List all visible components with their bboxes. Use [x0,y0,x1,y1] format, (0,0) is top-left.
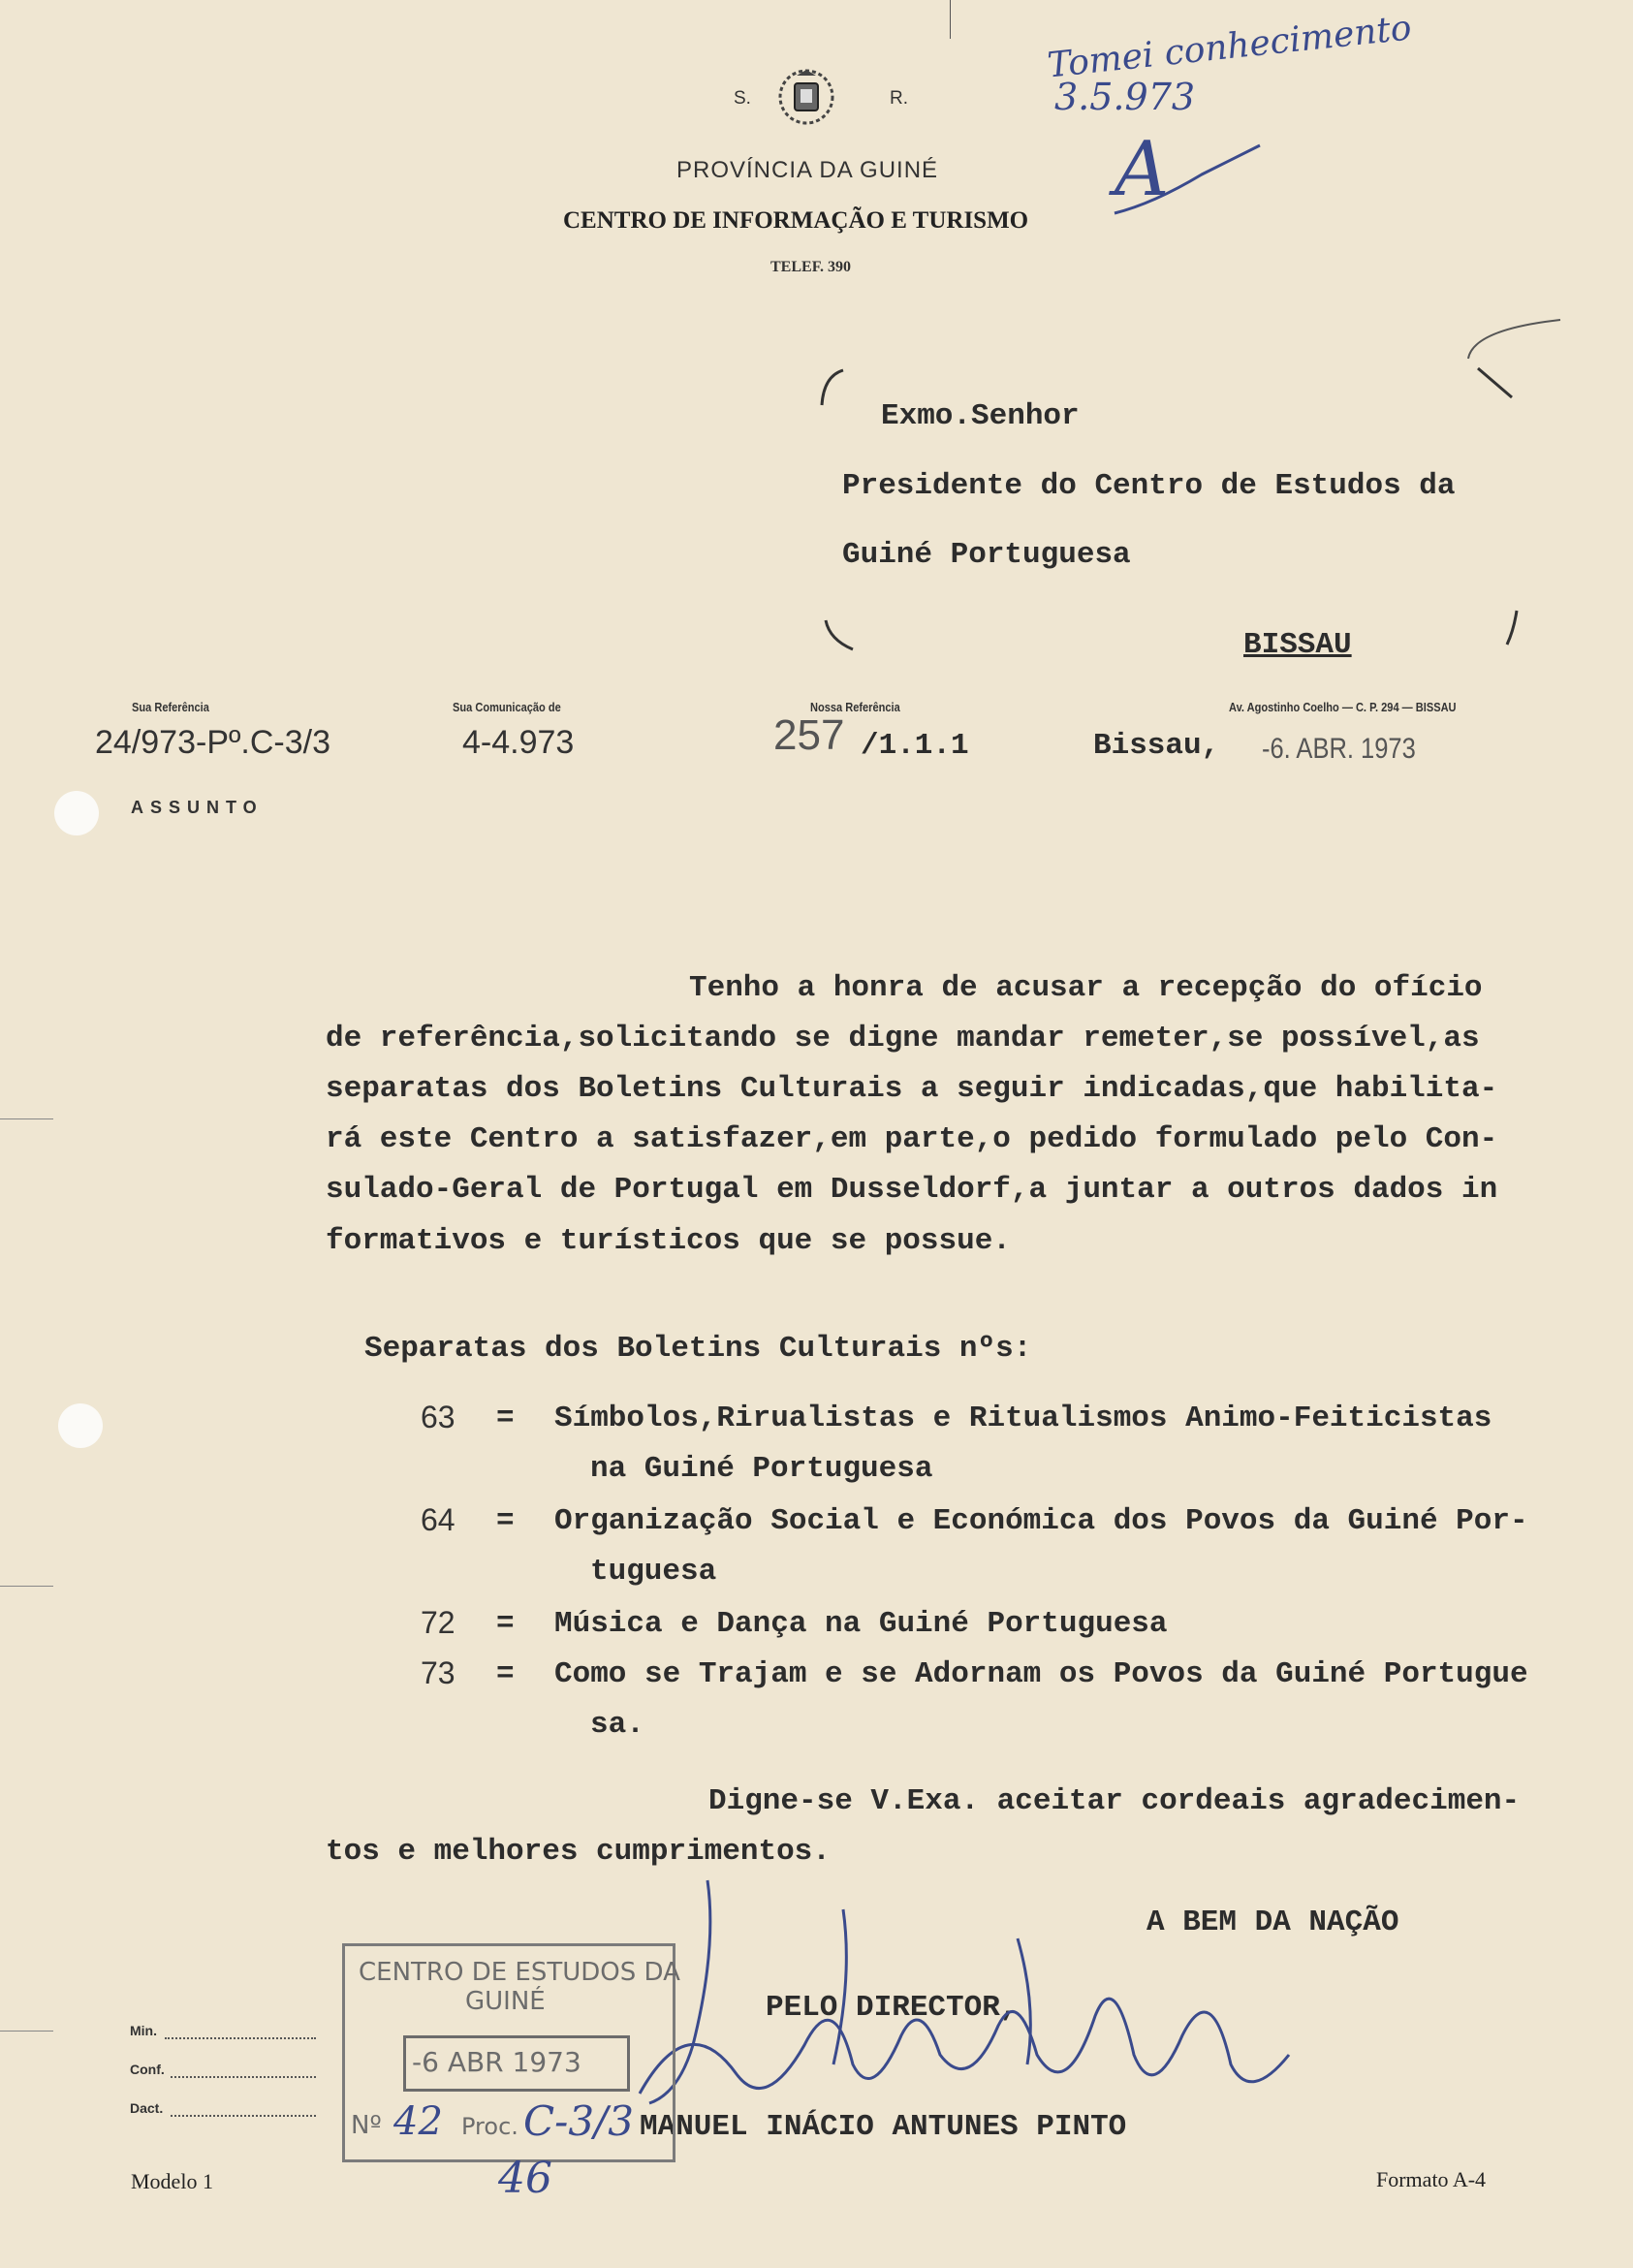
motto: A BEM DA NAÇÃO [1146,1906,1399,1939]
handwritten-initial: A [1115,126,1170,213]
item-title-cont: tuguesa [590,1555,717,1589]
conf-label: Conf. [130,2062,165,2077]
stamp-date: -6 ABR 1973 [412,2046,581,2078]
paragraph-line: rá este Centro a satisfazer,em parte,o pedido formulado pelo Con- [326,1122,1498,1156]
item-title: Como se Trajam e se Adornam os Povos da Guiné Portugue [554,1657,1528,1691]
receipt-stamp [342,1943,680,2162]
item-title: Música e Dança na Guiné Portuguesa [554,1607,1168,1641]
closing-line: Digne-se V.Exa. aceitar cordeais agradecimen- [708,1784,1521,1818]
coat-of-arms-icon [775,66,837,128]
handwritten-note: Tomei conhecimento [1045,8,1414,86]
recipient-city: BISSAU [1243,628,1352,662]
min-dotline [165,2037,316,2039]
stamp-subtitle: GUINÉ [465,1987,546,2016]
item-title: Organização Social e Económica dos Povos da Guiné Por- [554,1504,1528,1538]
stamp-proc-value: C-3/3 [523,2097,634,2145]
paragraph-line: separatas dos Boletins Culturais a seguir indicadas,que habilita- [326,1072,1498,1106]
stamp-extra-handwriting: 46 [498,2154,552,2203]
format-label: Formato A-4 [1376,2167,1487,2191]
edge-mark-3 [0,2031,53,2032]
your-reference-value: 24/973-Pº.C-3/3 [95,724,330,761]
punch-hole-bottom [58,1403,103,1448]
your-reference-label: Sua Referência [132,700,209,714]
phone-number: TELEF. 390 [770,259,851,275]
paragraph-line: de referência,solicitando se digne mandar remeter,se possível,as [326,1022,1480,1055]
our-reference-value: /1.1.1 [861,729,969,763]
stamp-no-label: Nº [351,2111,382,2140]
handwritten-date: 3.5.973 [1054,76,1196,118]
item-number: 64 [421,1502,455,1537]
item-equals: = [496,1402,515,1435]
subject-label: ASSUNTO [131,798,264,817]
signatory-name: MANUEL INÁCIO ANTUNES PINTO [640,2110,1127,2144]
s-letter: S. [734,88,751,109]
province-heading: PROVÍNCIA DA GUINÉ [676,157,939,183]
item-title-cont: na Guiné Portuguesa [590,1452,933,1486]
edge-mark-2 [0,1586,53,1587]
handwritten-signature [611,1871,1347,2161]
punch-hole-top [54,791,99,835]
paragraph-line: Tenho a honra de acusar a recepção do ofício [689,971,1483,1005]
list-intro: Separatas dos Boletins Culturais nºs: [364,1332,1032,1366]
our-reference-label: Nossa Referência [810,700,900,714]
item-number: 72 [421,1605,455,1640]
item-title-cont: sa. [590,1708,644,1742]
item-number: 63 [421,1400,455,1434]
stamp-no-value: 42 [393,2099,443,2144]
recipient-line-1: Presidente do Centro de Estudos da [842,469,1456,503]
recipient-line-2: Guiné Portuguesa [842,538,1131,572]
dact-dotline [171,2115,316,2117]
stamp-proc-label: Proc. [461,2113,518,2140]
item-equals: = [496,1504,515,1538]
your-communication-value: 4-4.973 [462,724,575,761]
fold-mark [950,0,951,39]
signature-role: PELO DIRECTOR, [766,1991,1019,2025]
paragraph-line: formativos e turísticos que se possue. [326,1224,1011,1258]
r-letter: R. [890,88,908,109]
initial-stroke [1095,136,1270,233]
dact-label: Dact. [130,2100,164,2116]
paragraph-line: sulado-Geral de Portugal em Dusseldorf,a juntar a outros dados in [326,1173,1498,1207]
stamp-date-box [403,2035,630,2092]
date-stamp: -6. ABR. 1973 [1262,733,1416,765]
our-reference-number: 257 [773,711,845,759]
model-label: Modelo 1 [131,2169,213,2193]
office-address: Av. Agostinho Coelho — C. P. 294 — BISSAU [1229,700,1457,714]
item-title: Símbolos,Rirualistas e Ritualismos Animo-Feiticistas [554,1402,1492,1435]
conf-dotline [171,2076,316,2078]
item-equals: = [496,1657,515,1691]
place-name: Bissau, [1093,729,1220,763]
item-equals: = [496,1607,515,1641]
closing-line: tos e melhores cumprimentos. [326,1835,831,1869]
edge-mark-1 [0,1118,53,1119]
centre-heading: CENTRO DE INFORMAÇÃO E TURISMO [563,207,1029,234]
your-communication-label: Sua Comunicação de [453,700,561,714]
min-label: Min. [130,2023,157,2038]
item-number: 73 [421,1655,455,1690]
salutation: Exmo.Senhor [881,399,1080,433]
stamp-title: CENTRO DE ESTUDOS DA [359,1958,680,1987]
